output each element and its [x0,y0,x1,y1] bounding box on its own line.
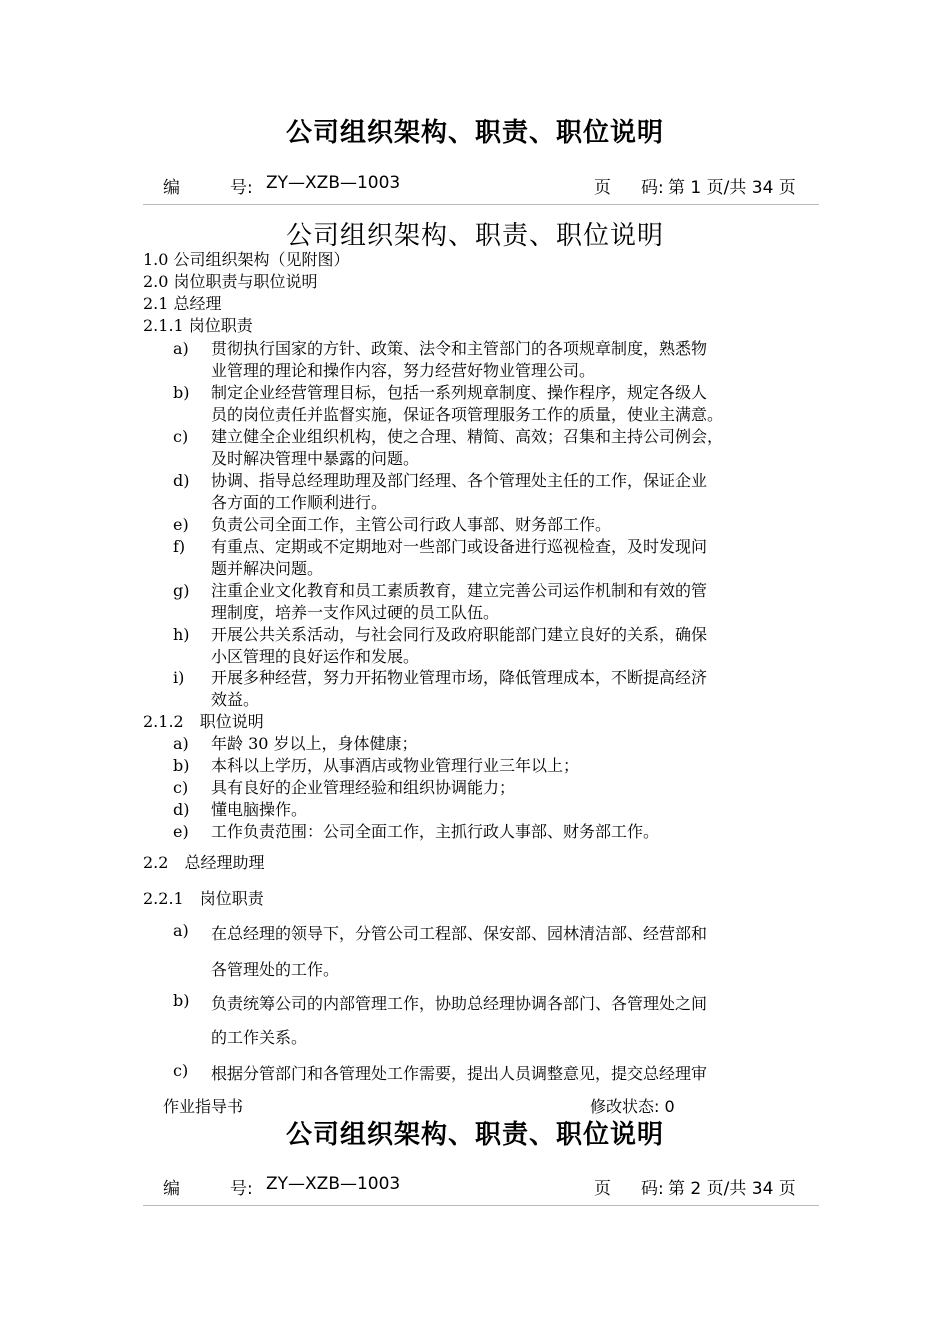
header-divider [143,204,819,205]
list-item-text: 在总经理的领导下，分管公司工程部、保安部、园林清洁部、经营部和 [211,924,708,943]
list-item-text: 理制度，培养一支作风过硬的员工队伍。 [211,603,500,622]
list-item-text: 开展公共关系活动，与社会同行及政府职能部门建立良好的关系，确保 [211,625,708,644]
list-item-text: 具有良好的企业管理经验和组织协调能力； [211,778,516,797]
list-item-text: 效益。 [211,690,260,709]
page-label: 页 [594,178,611,198]
list-item-label: b) [173,756,190,775]
footer-doc-type: 作业指导书 [163,1097,244,1116]
list-item-label: b) [173,383,190,402]
page-label: 页 [594,1179,611,1199]
list-item-text: 员的岗位责任并监督实施，保证各项管理服务工作的质量，使业主满意。 [211,405,724,424]
list-item-label: f) [173,537,186,556]
page-label-suffix: 码: [641,178,664,198]
list-item-text: 开展多种经营，努力开拓物业管理市场，降低管理成本，不断提高经济 [211,668,708,687]
section-2-0: 2.0 岗位职责与职位说明 [143,272,318,291]
code-label-suffix: 号: [230,178,253,198]
header-divider [143,1205,819,1206]
list-item-text: 业管理的理论和操作内容，努力经营好物业管理公司。 [211,361,596,380]
list-item-label: h) [173,625,190,644]
list-item-text: 负责统筹公司的内部管理工作，协助总经理协调各部门、各管理处之间 [211,994,708,1013]
document-title: 公司组织架构、职责、职位说明 [285,221,664,251]
list-item-label: e) [173,515,189,534]
document-code: ZY—XZB—1003 [266,1174,401,1194]
section-2-1: 2.1 总经理 [143,294,222,313]
list-item-text: 根据分管部门和各管理处工作需要，提出人员调整意见，提交总经理审 [211,1064,708,1083]
list-item-label: c) [173,427,189,446]
list-item-label: a) [173,339,189,358]
list-item-label: a) [173,921,189,940]
page-header-title: 公司组织架构、职责、职位说明 [285,118,664,148]
list-item-label: c) [173,778,189,797]
list-item-text: 制定企业经营管理目标，包括一系列规章制度、操作程序，规定各级人 [211,383,708,402]
list-item-text: 注重企业文化教育和员工素质教育，建立完善公司运作机制和有效的管 [211,581,708,600]
list-item-text: 年龄 30 岁以上，身体健康； [211,734,418,753]
list-item-label: g) [173,581,190,600]
list-item-text: 本科以上学历，从事酒店或物业管理行业三年以上； [211,756,580,775]
list-item-label: i) [173,668,185,687]
list-item-text: 小区管理的良好运作和发展。 [211,647,420,666]
code-label-suffix: 号: [230,1179,253,1199]
list-item-text: 懂电脑操作。 [211,800,308,819]
list-item-text: 的工作关系。 [211,1028,308,1047]
list-item-label: d) [173,800,190,819]
list-item-label: b) [173,991,190,1010]
list-item-text: 有重点、定期或不定期地对一些部门或设备进行巡视检查，及时发现问 [211,537,708,556]
list-item-text: 负责公司全面工作，主管公司行政人事部、财务部工作。 [211,515,612,534]
list-item-label: d) [173,471,190,490]
document-code: ZY—XZB—1003 [266,173,401,193]
section-1-0: 1.0 公司组织架构（见附图） [143,250,350,269]
page-label-suffix: 码: [641,1179,664,1199]
footer-revision: 修改状态: 0 [590,1097,675,1116]
section-2-1-2: 2.1.2 职位说明 [143,712,264,731]
list-item-text: 建立健全企业组织机构，使之合理、精简、高效；召集和主持公司例会， [211,427,724,446]
list-item-label: e) [173,822,189,841]
list-item-text: 各方面的工作顺利进行。 [211,493,388,512]
list-item-text: 及时解决管理中暴露的问题。 [211,449,420,468]
list-item-label: a) [173,734,189,753]
list-item-text: 各管理处的工作。 [211,960,340,979]
list-item-text: 贯彻执行国家的方针、政策、法令和主管部门的各项规章制度，熟悉物 [211,339,708,358]
page-header-title: 公司组织架构、职责、职位说明 [285,1120,664,1150]
code-label: 编 [163,1179,180,1199]
page-number: 第 1 页/共 34 页 [668,178,796,198]
code-label: 编 [163,178,180,198]
section-2-1-1: 2.1.1 岗位职责 [143,316,253,335]
list-item-text: 题并解决问题。 [211,559,324,578]
section-2-2-1: 2.2.1 岗位职责 [143,889,264,908]
list-item-label: c) [173,1061,189,1080]
page-number: 第 2 页/共 34 页 [668,1179,796,1199]
section-2-2: 2.2 总经理助理 [143,853,265,872]
list-item-text: 协调、指导总经理助理及部门经理、各个管理处主任的工作，保证企业 [211,471,708,490]
list-item-text: 工作负责范围：公司全面工作，主抓行政人事部、财务部工作。 [211,822,660,841]
